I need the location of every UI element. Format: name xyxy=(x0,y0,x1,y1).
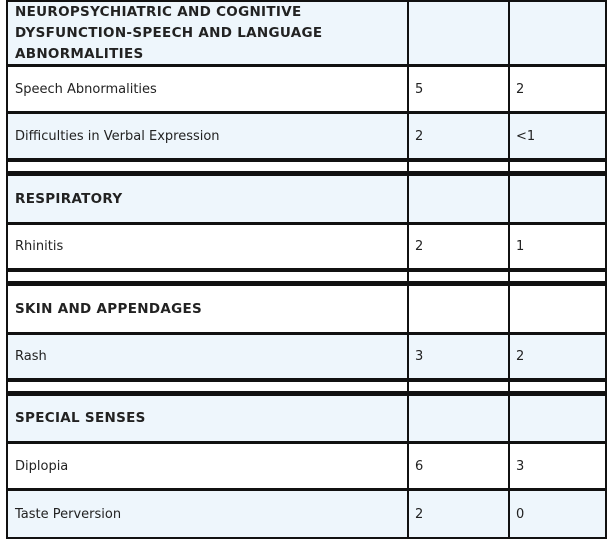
row-separator xyxy=(409,382,508,391)
cell-col2 xyxy=(409,2,508,64)
cell-col2 xyxy=(409,286,508,332)
cell-col3: 0 xyxy=(510,491,605,537)
section-header-special-senses: SPECIAL SENSES xyxy=(8,396,407,441)
row-separator xyxy=(510,272,605,281)
section-header-respiratory: RESPIRATORY xyxy=(8,176,407,222)
row-separator xyxy=(510,162,605,171)
table-row-label: Speech Abnormalities xyxy=(8,67,407,111)
cell-col2 xyxy=(409,176,508,222)
row-separator xyxy=(8,382,407,391)
cell-col3: <1 xyxy=(510,114,605,158)
section-header-label: NEUROPSYCHIATRIC AND COGNITIVE DYSFUNCTION-SPEECH AND LANGUAGE ABNORMALITIES xyxy=(15,3,323,62)
row-separator xyxy=(510,382,605,391)
table-row-label: Rhinitis xyxy=(8,225,407,268)
cell-col2: 2 xyxy=(409,114,508,158)
cell-col3: 2 xyxy=(510,67,605,111)
table-row-label: Difficulties in Verbal Expression xyxy=(8,114,407,158)
cell-col2: 6 xyxy=(409,444,508,488)
row-separator xyxy=(409,162,508,171)
cell-col3: 1 xyxy=(510,225,605,268)
row-separator xyxy=(8,162,407,171)
cell-col2: 3 xyxy=(409,335,508,378)
cell-col2 xyxy=(409,396,508,441)
cell-col3 xyxy=(510,176,605,222)
cell-col2: 5 xyxy=(409,67,508,111)
table-row-label: Diplopia xyxy=(8,444,407,488)
cell-col3 xyxy=(510,396,605,441)
cell-col3: 3 xyxy=(510,444,605,488)
section-header-neuropsychiatric xyxy=(8,2,407,64)
cell-col2: 2 xyxy=(409,491,508,537)
cell-col3 xyxy=(510,2,605,64)
cell-col3: 2 xyxy=(510,335,605,378)
cell-col2: 2 xyxy=(409,225,508,268)
row-separator xyxy=(409,272,508,281)
section-header-skin: SKIN AND APPENDAGES xyxy=(8,286,407,332)
table-row-label: Rash xyxy=(8,335,407,378)
adverse-events-table xyxy=(6,0,607,539)
table-row-label: Taste Perversion xyxy=(8,491,407,537)
cell-col3 xyxy=(510,286,605,332)
row-separator xyxy=(8,272,407,281)
